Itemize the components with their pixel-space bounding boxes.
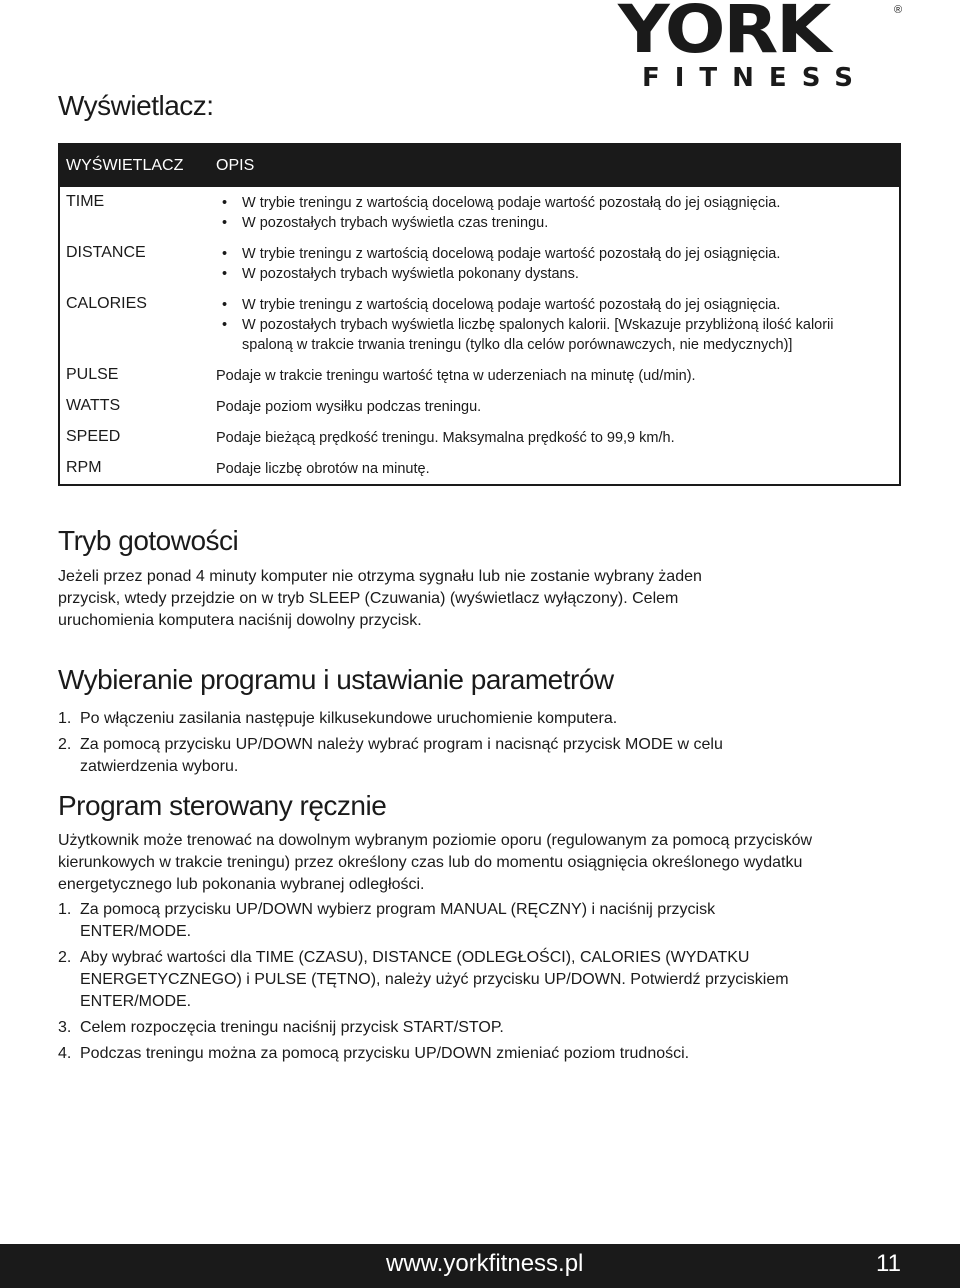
- table-row: [59, 238, 900, 289]
- display-table: [58, 143, 901, 486]
- list-item: • W trybie treningu z wartością docelową podaje wartość pozostałą do jej osiągnięcia.: [222, 195, 781, 211]
- row-label: DISTANCE: [66, 244, 146, 261]
- row-label: WATTS: [66, 397, 121, 414]
- logo-fitness-text: FITNESS: [642, 63, 868, 93]
- list-item: • W pozostałych trybach wyświetla czas treningu.: [222, 215, 549, 231]
- list-item: 2. Aby wybrać wartości dla TIME (CZASU), DISTANCE (ODLEGŁOŚCI), CALORIES (WYDATKU ENERGETYCZNEGO) i PULSE (TĘTNO), należy użyć przycisku UP/DOWN. Potwierdź przyciskiem ENTER/MODE.: [58, 949, 789, 1010]
- logo-york-text: YORK: [618, 0, 830, 68]
- list-item: 1. Po włączeniu zasilania następuje kilkusekundowe uruchomienie komputera.: [58, 710, 618, 727]
- bullet-list: [216, 295, 899, 355]
- list-item: 1. Za pomocą przycisku UP/DOWN wybierz program MANUAL (RĘCZNY) i naciśnij przycisk ENTER/MODE.: [58, 901, 716, 940]
- page-number: 11: [876, 1250, 901, 1277]
- row-label: TIME: [66, 193, 105, 210]
- manual-steps-list: [58, 899, 798, 1065]
- header-description: OPIS: [216, 144, 900, 187]
- row-description: Podaje w trakcie treningu wartość tętna w uderzeniach na minutę (ud/min).: [216, 368, 696, 384]
- list-item: • W pozostałych trybach wyświetla pokonany dystans.: [222, 266, 579, 282]
- row-description: Podaje liczbę obrotów na minutę.: [216, 461, 430, 477]
- logo-registered-mark: ®: [894, 4, 903, 16]
- list-item: 4. Podczas treningu można za pomocą przycisku UP/DOWN zmieniać poziom trudności.: [58, 1045, 690, 1062]
- table-row: [59, 187, 900, 238]
- footer-url: www.yorkfitness.pl: [386, 1250, 584, 1277]
- list-item: • W trybie treningu z wartością docelową podaje wartość pozostałą do jej osiągnięcia.: [222, 297, 781, 313]
- standby-paragraph: Jeżeli przez ponad 4 minuty komputer nie otrzyma sygnału lub nie zostanie wybrany żaden przycisk, wtedy przejdzie on w tryb SLEEP (Czuwania) (wyświetlacz wyłączony). Celem uruchomienia komputera naciśnij dowolny przycisk.: [58, 568, 702, 629]
- manual-heading: Program sterowany ręcznie: [58, 790, 387, 821]
- row-description: Podaje poziom wysiłku podczas treningu.: [216, 399, 482, 415]
- table-header-row: [59, 144, 900, 187]
- row-label: PULSE: [66, 366, 119, 383]
- table-row: [59, 360, 900, 391]
- list-item: 2. Za pomocą przycisku UP/DOWN należy wybrać program i nacisnąć przycisk MODE w celu zatwierdzenia wyboru.: [58, 736, 723, 775]
- row-description: Podaje bieżącą prędkość treningu. Maksymalna prędkość to 99,9 km/h.: [216, 430, 675, 446]
- list-item: 3. Celem rozpoczęcia treningu naciśnij przycisk START/STOP.: [58, 1019, 504, 1036]
- list-item: • W trybie treningu z wartością docelową podaje wartość pozostałą do jej osiągnięcia.: [222, 246, 781, 262]
- list-item: • W pozostałych trybach wyświetla liczbę spalonych kalorii. [Wskazuje przybliżoną ilość kalorii spaloną w trakcie trwania treningu (tylko dla celów porównawczych, nie medycznych)]: [222, 317, 834, 353]
- row-label: CALORIES: [66, 295, 147, 312]
- row-label: SPEED: [66, 428, 121, 445]
- table-row: [59, 391, 900, 422]
- header-display: WYŚWIETLACZ: [59, 144, 216, 187]
- standby-heading: Tryb gotowości: [58, 525, 239, 556]
- footer-bar: [0, 1244, 960, 1288]
- bullet-list: [216, 193, 899, 233]
- program-heading: Wybieranie programu i ustawianie parametrów: [58, 664, 614, 695]
- table-row: [59, 289, 900, 360]
- display-heading: Wyświetlacz:: [58, 90, 214, 121]
- bullet-list: [216, 244, 899, 284]
- manual-paragraph: Użytkownik może trenować na dowolnym wybranym poziomie oporu (regulowanym za pomocą przycisków kierunkowych w trakcie treningu) przez określony czas lub do momentu osiągnięcia określonego wydatku energetycznego lub pokonania wybranej odległości.: [58, 832, 813, 893]
- program-steps-list: [58, 708, 758, 778]
- row-label: RPM: [66, 459, 102, 476]
- table-row: [59, 453, 900, 485]
- york-fitness-logo: [618, 2, 904, 94]
- table-row: [59, 422, 900, 453]
